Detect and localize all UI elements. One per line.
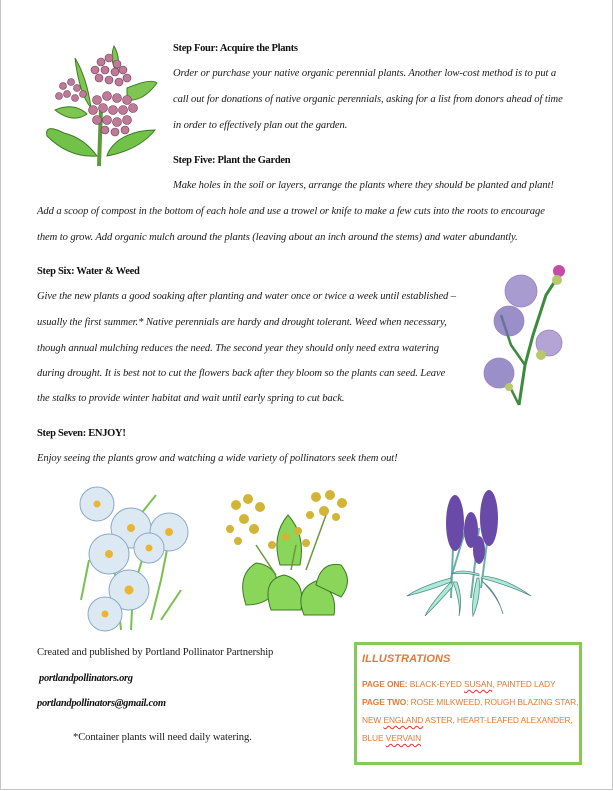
website-link[interactable]: portlandpollinators.org [39,673,133,684]
page-one-line [362,679,556,689]
page-two-line-cont [362,715,573,725]
rose-milkweed-illustration [39,38,164,168]
blue-vervain-illustration [401,478,536,618]
page-one-label: PAGE ONE: [362,679,408,689]
step-five-line: Add a scoop of compost in the bottom of each hole and use a trowel or knife to make a few cuts into the roots to encourage [37,206,545,217]
step-seven-line: Enjoy seeing the plants grow and watching a wide variety of pollinators seek them out! [37,453,398,464]
step-six-line: though annual mulching reduces the need. The second year they should only need extra watering [37,343,439,354]
page-two-text: NEW [362,715,384,725]
step-six-line: during drought. It is best not to cut the flowers back after they bloom so the plants can seed. Leave [37,368,446,379]
step-four-heading: Step Four: Acquire the Plants [173,43,298,54]
email-link[interactable]: portlandpollinators@gmail.com [37,698,166,709]
step-five-heading: Step Five: Plant the Garden [173,155,291,166]
step-four-line: in order to effectively plan out the garden. [173,120,348,131]
illustrations-title: ILLUSTRATIONS [362,653,451,665]
page-one-text: BLACK-EYED [407,679,464,689]
illustrations-credit-box [354,642,582,765]
spellcheck-word: VERVAIN [385,733,422,743]
rough-blazing-star-illustration [471,255,571,415]
page-two-text: ASTER, HEART-LEAFED ALEXANDER, [423,715,573,725]
spellcheck-word: ENGLAND [383,715,424,725]
step-six-line: usually the first summer.* Native perennials are hardy and drought tolerant. Weed when necessary, [37,317,447,328]
step-five-line: them to grow. Add organic mulch around the plants (leaving about an inch around the stems) and water abundantly. [37,232,518,243]
step-five-line: Make holes in the soil or layers, arrange the plants where they should be planted and plant! [173,180,554,191]
credit-text: Created and published by Portland Pollinator Partnership [37,647,274,658]
container-note: *Container plants will need daily watering. [73,732,252,743]
step-four-line: Order or purchase your native organic perennial plants. Another low-cost method is to put a [173,68,557,79]
step-six-heading: Step Six: Water & Weed [37,266,140,277]
page-two-line-end [362,733,421,743]
step-six-line: Give the new plants a good soaking after planting and water once or twice a week until established – [37,291,456,302]
spellcheck-word: SUSAN [464,679,493,689]
page-one-text: , PAINTED LADY [492,679,556,689]
new-england-aster-illustration [61,480,206,635]
step-four-line: call out for donations of native organic perennials, asking for a list from donors ahead of time [173,94,563,105]
page-two-text: BLUE [362,733,386,743]
step-seven-heading: Step Seven: ENJOY! [37,428,126,439]
page-two-text: : ROSE MILKWEED, ROUGH BLAZING STAR, [406,697,579,707]
heart-leafed-alexander-illustration [216,485,361,620]
page-two-label: PAGE TWO [362,697,407,707]
step-six-line: the stalks to provide winter habitat and wait until early spring to cut back. [37,393,345,404]
page-two-line [362,697,578,707]
